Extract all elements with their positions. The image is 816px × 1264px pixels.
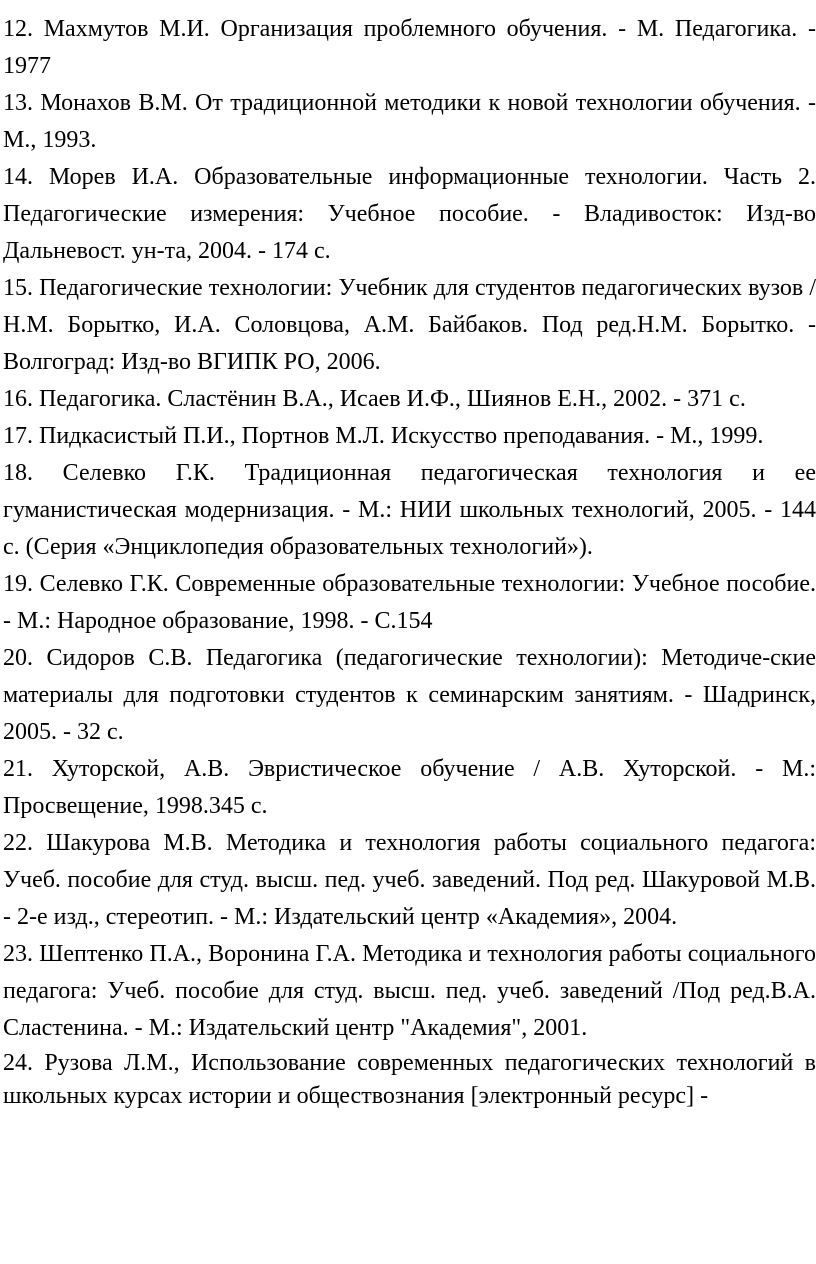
reference-item: 24. Рузова Л.М., Использование современных педагогических технологий в школьных курсах истории и обществознания [электронный ресурс] -	[3, 1050, 816, 1109]
reference-item: 19. Селевко Г.К. Современные образовательные технологии: Учебное пособие. - М.: Народное образование, 1998. - С.154	[3, 571, 816, 634]
reference-item: 20. Сидоров С.В. Педагогика (педагогические технологии): Методиче-ские материалы для подготовки студентов к семинарским занятиям. - Шадринск, 2005. - 32 с.	[3, 645, 816, 745]
reference-item: 17. Пидкасистый П.И., Портнов М.Л. Искусство преподавания. - М., 1999.	[3, 423, 764, 449]
reference-item: 18. Селевко Г.К. Традиционная педагогическая технология и ее гуманистическая модернизация. - М.: НИИ школьных технологий, 2005. - 144 с. (Серия «Энциклопедия образовательных технологий»).	[3, 460, 816, 560]
reference-item: 21. Хуторской, А.В. Эвристическое обучение / А.В. Хуторской. - М.: Просвещение, 1998.345 с.	[3, 756, 816, 819]
reference-item: 16. Педагогика. Сластёнин В.А., Исаев И.Ф., Шиянов Е.Н., 2002. - 371 с.	[3, 386, 746, 412]
reference-list	[3, 11, 816, 1113]
reference-item: 13. Монахов В.М. От традиционной методики к новой технологии обучения. - М., 1993.	[3, 90, 816, 153]
reference-item: 23. Шептенко П.А., Воронина Г.А. Методика и технология работы социального педагога: Учеб. пособие для студ. высш. пед. учеб. заведений /Под ред.В.А. Сластенина. - М.: Издательский центр "Академия", 2001.	[3, 941, 816, 1041]
reference-item: 22. Шакурова М.В. Методика и технология работы социального педагога: Учеб. пособие для студ. высш. пед. учеб. заведений. Под ред. Шакуровой М.В. - 2-е изд., стереотип. - М.: Издательский центр «Академия», 2004.	[3, 830, 816, 930]
reference-item: 12. Махмутов М.И. Организация проблемного обучения. - М. Педагогика. - 1977	[3, 16, 816, 79]
reference-item: 15. Педагогические технологии: Учебник для студентов педагогических вузов / Н.М. Борытко, И.А. Соловцова, А.М. Байбаков. Под ред.Н.М. Борытко. - Волгоград: Изд-во ВГИПК РО, 2006.	[3, 275, 816, 375]
reference-item: 14. Морев И.А. Образовательные информационные технологии. Часть 2. Педагогические измерения: Учебное пособие. - Владивосток: Изд-во Дальневост. ун-та, 2004. - 174 с.	[3, 164, 816, 264]
